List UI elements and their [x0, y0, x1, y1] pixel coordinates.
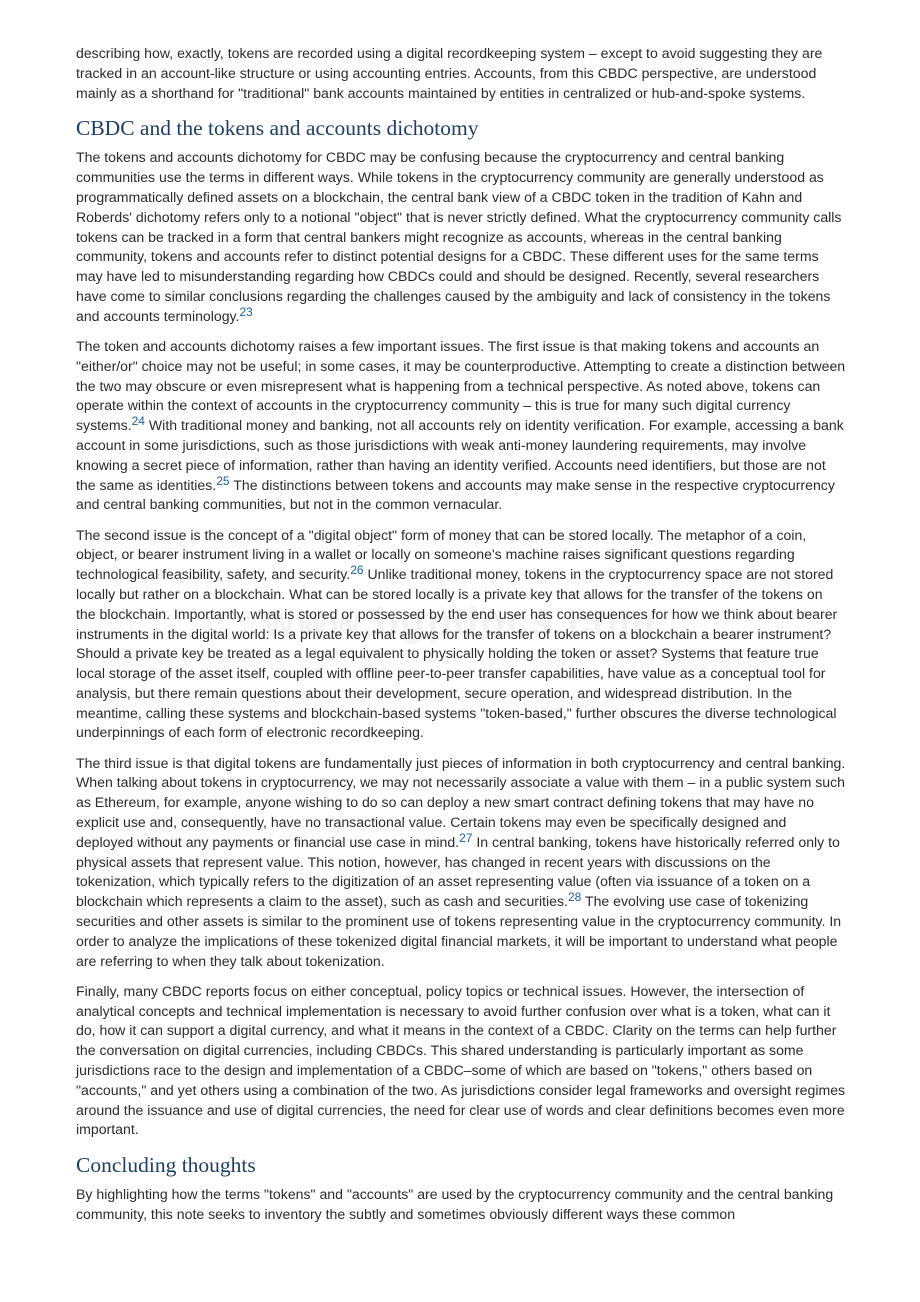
intro-paragraph: describing how, exactly, tokens are recorded using a digital recordkeeping system – except to avoid suggesting they are tracked in an account-like structure or using accounting entries. Accounts, from this CBDC perspective, are understood mainly as a shorthand for "traditional" bank accounts maintained by entities in centralized or hub-and-spoke systems.	[76, 45, 823, 101]
footnote-ref-28[interactable]: 28	[567, 890, 582, 905]
footnote-ref-23[interactable]: 23	[239, 304, 253, 319]
paragraph-second-issue: The second issue is the concept of a "digital object" form of money that can be stored locally. The metaphor of a coin, object, or bearer instrument living in a wallet or locally on someone's machine raises significant questions regarding technological feasibility, safety, and security.$^{26}$ Unlike traditional money, tokens in the cryptocurrency space are not stored locally but rather on a blockchain. What can be stored locally is a private key that allows for the transfer of the tokens on the blockchain. Importantly, what is stored or possessed by the end user has consequences for how we think about bearer instruments in the digital world: Is a private key that allows for the transfer of tokens on a blockchain a bearer instrument? Should a private key be treated as a legal equivalent to physically holding the token or asset? Systems that feature true local storage of the asset itself, coupled with offline peer-to-peer transfer capabilities, have value as a conceptual tool for analysis, but there remain questions about their development, secure operation, and widespread distribution. In the meantime, calling these systems and blockchain-based systems "token-based," further obscures the diverse technological underpinnings of each form of electronic recordkeeping.	[76, 526, 838, 741]
paragraph-finally: Finally, many CBDC reports focus on either conceptual, policy topics or technical issues. However, the intersection of analytical concepts and technical implementation is necessary to avoid further confusion over what is a token, what can it do, how it can support a digital currency, and what it means in the context of a CBDC. Clarity on the terms can help further the conversation on digital currencies, including CBDCs. This shared understanding is particularly important as some jurisdictions race to the design and implementation of a CBDC–some of which are based on "tokens," others based on "accounts," and yet others using a combination of the two. As jurisdictions consider legal frameworks and oversight regimes around the issuance and use of digital currencies, the need for clear use of words and clear definitions becomes even more important.	[76, 982, 846, 1138]
paragraph-first-issue: The token and accounts dichotomy raises a few important issues. The first issue is that making tokens and accounts an "either/or" choice may not be useful; in some cases, it may be counterproductive. Attempting to create a distinction between the two may obscure or even misrepresent what is happening from a technical perspective. As noted above, tokens can operate within the context of accounts in the cryptocurrency community – this is true for many such digital currency systems.$^{24}$ With traditional money and banking, not all accounts rely on identity verification. For example, accessing a bank account in some jurisdictions, such as those jurisdictions with weak anti-money laundering requirements, may involve knowing a secret piece of information, rather than having an identity verified. Accounts need identifiers, but those are not the same as identities.$^{25}$ The distinctions between tokens and accounts may make sense in the respective cryptocurrency and central banking communities, but not in the common vernacular.	[76, 337, 846, 513]
footnote-ref-25[interactable]: 25	[216, 473, 230, 488]
paragraph-third-issue: The third issue is that digital tokens are fundamentally just pieces of information in both cryptocurrency and central banking. When talking about tokens in cryptocurrency, we may not necessarily associate a value with them – in a public system such as Ethereum, for example, anyone wishing to do so can deploy a new smart contract defining tokens that may have no explicit use and, consequently, have no transactional value. Certain tokens may even be specifically designed and deployed without any payments or financial use case in mind.$^{27}$ In central banking, tokens have historically referred only to physical assets that represent value. This notion, however, has changed in recent years with discussions on the tokenization, which typically refers to the digitization of an asset representing value (often via issuance of a token on a blockchain which represents a claim to the asset), such as cash and securities.$^{28}$ The evolving use case of tokenizing securities and other assets is similar to the prominent use of tokens representing value in the cryptocurrency community. In order to analyze the implications of these tokenized digital financial markets, it will be important to understand what people are referring to when they talk about tokenization.	[76, 754, 846, 969]
paragraph-dichotomy-confusion: The tokens and accounts dichotomy for CBDC may be confusing because the cryptocurrency and central banking communities use the terms in different ways. While tokens in the cryptocurrency community are generally understood as programmatically defined assets on a blockchain, the central bank view of a CBDC token in the tradition of Kahn and Roberds' dichotomy refers only to a notional "object" that is never strictly defined. What the cryptocurrency community calls tokens can be tracked in a form that central bankers might recognize as accounts, whereas in the central banking community, tokens and accounts refer to distinct potential designs for a CBDC. These different uses for the same terms may have led to misunderstanding regarding how CBDCs could and should be designed. Recently, several researchers have come to similar conclusions regarding the challenges caused by the ambiguity and lack of consistency in the tokens and accounts terminology.$^{23}$	[76, 149, 842, 324]
document-body	[76, 44, 846, 1235]
section-heading-concluding: Concluding thoughts	[76, 1153, 256, 1178]
footnote-ref-26[interactable]: 26	[350, 563, 364, 578]
footnote-ref-24[interactable]: 24	[131, 414, 145, 429]
paragraph-concluding: By highlighting how the terms "tokens" and "accounts" are used by the cryptocurrency community and the central banking community, this note seeks to inventory the subtly and sometimes obviously different ways these common	[76, 1186, 834, 1222]
section-heading-dichotomy: CBDC and the tokens and accounts dichotomy	[76, 116, 479, 141]
footnote-ref-27[interactable]: 27	[459, 830, 473, 845]
